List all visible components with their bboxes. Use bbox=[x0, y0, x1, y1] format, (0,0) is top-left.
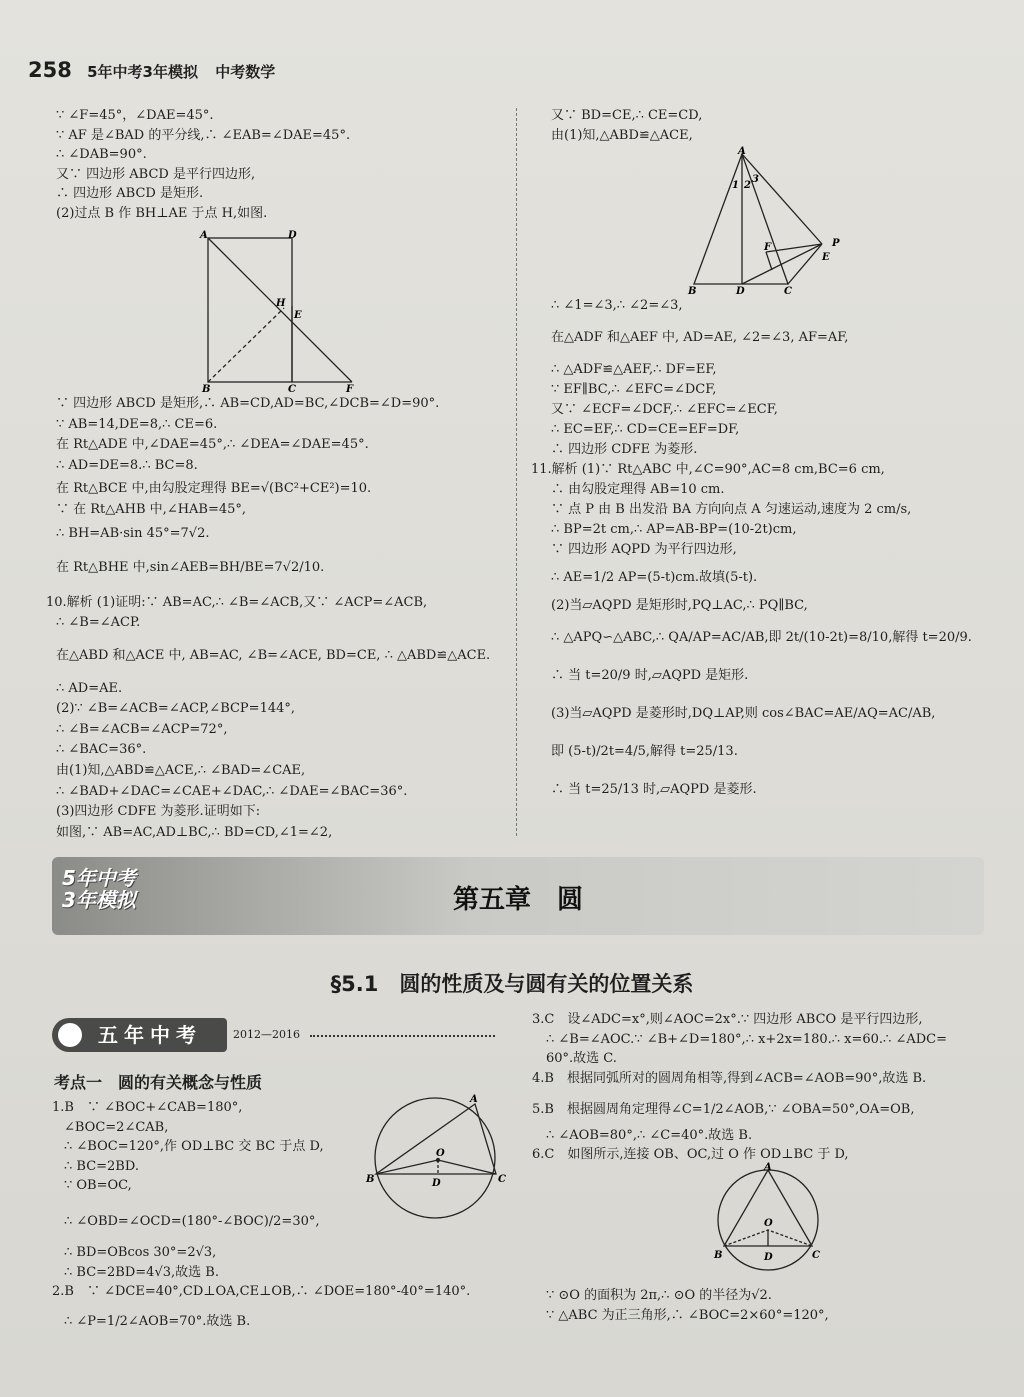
text-line: ∴ 当 t=20/9 时,▱AQPD 是矩形. bbox=[551, 668, 749, 683]
text-line: ∴ 四边形 ABCD 是矩形. bbox=[56, 186, 204, 201]
fig3-label: O bbox=[436, 1148, 445, 1159]
text-line: 60°.故选 C. bbox=[546, 1051, 617, 1066]
text-line: ∵ 四边形 ABCD 是矩形,∴ AB=CD,AD=BC,∠DCB=∠D=90°. bbox=[56, 396, 440, 411]
text-line: ∴ 由勾股定理得 AB=10 cm. bbox=[551, 482, 725, 497]
text-line: (2)当▱AQPD 是矩形时,PQ⊥AC,∴ PQ∥BC, bbox=[551, 598, 808, 613]
text-line: ∵ ⊙O 的面积为 2π,∴ ⊙O 的半径为√2. bbox=[546, 1288, 772, 1303]
text-line: ∴ BC=2BD. bbox=[64, 1158, 139, 1174]
fig4-label: O bbox=[764, 1218, 773, 1229]
fig1-label: B bbox=[202, 384, 211, 395]
text-line: (3)四边形 CDFE 为菱形.证明如下: bbox=[56, 804, 261, 820]
text-line: ∠BOC=2∠CAB, bbox=[64, 1119, 169, 1135]
text-line: (3)当▱AQPD 是菱形时,DQ⊥AP,则 cos∠BAC=AE/AQ=AC/AB, bbox=[551, 706, 936, 721]
fig2-label: 3 bbox=[752, 174, 759, 185]
fig3-label: B bbox=[366, 1174, 375, 1185]
bottom-right-text bbox=[532, 1010, 947, 1165]
text-line: ∴ △APQ∽△ABC,∴ QA/AP=AC/AB,即 2t/(10-2t)=8/10,解得 t=20/9. bbox=[551, 630, 972, 645]
text-line: ∴ ∠BOC=120°,作 OD⊥BC 交 BC 于点 D, bbox=[64, 1139, 324, 1154]
text-line: ∴ ∠AOB=80°,∴ ∠C=40°.故选 B. bbox=[546, 1127, 753, 1143]
fig1-label: C bbox=[288, 384, 296, 395]
fig3-label: A bbox=[470, 1094, 478, 1105]
text-line: ∵ 在 Rt△AHB 中,∠HAB=45°, bbox=[56, 501, 247, 517]
left-text-bottom bbox=[46, 394, 491, 843]
chapter-title: 第五章 圆 bbox=[452, 885, 583, 915]
fig2-label: P bbox=[832, 238, 840, 249]
right-text-top bbox=[551, 106, 702, 145]
fig3-label: D bbox=[432, 1178, 441, 1189]
triangle-figure bbox=[680, 144, 850, 300]
circle-figure-2 bbox=[706, 1160, 836, 1280]
text-line: ∴ AD=AE. bbox=[56, 680, 123, 696]
text-line: 又∵ 四边形 ABCD 是平行四边形, bbox=[56, 166, 256, 182]
text-line: 由(1)知,△ABD≌△ACE,∴ ∠BAD=∠CAE, bbox=[56, 762, 306, 778]
text-line: 在△ADF 和△AEF 中, AD=AE, ∠2=∠3, AF=AF, bbox=[551, 330, 849, 345]
text-line: ∴ ∠B=∠ACB=∠ACP=72°, bbox=[56, 721, 228, 737]
fig4-label: B bbox=[714, 1250, 723, 1261]
text-line: ∴ ∠P=1/2∠AOB=70°.故选 B. bbox=[64, 1313, 251, 1329]
text-line: 即 (5-t)/2t=4/5,解得 t=25/13. bbox=[551, 744, 738, 759]
page-header bbox=[28, 58, 287, 82]
fig2-label: E bbox=[822, 252, 830, 263]
right-text-bottom bbox=[531, 296, 972, 800]
text-line: ∴ ∠B=∠ACP. bbox=[56, 615, 141, 631]
text-line: 如图,∵ AB=AC,AD⊥BC,∴ BD=CD,∠1=∠2, bbox=[56, 824, 333, 840]
series-title: 5年中考3年模拟 bbox=[87, 63, 198, 81]
text-line: ∴ EC=EF,∴ CD=CE=EF=DF, bbox=[551, 422, 740, 437]
subject-title: 中考数学 bbox=[215, 63, 276, 81]
text-line: 2.B ∵ ∠DCE=40°,CD⊥OA,CE⊥OB,∴ ∠DOE=180°-40°=140°. bbox=[52, 1284, 471, 1299]
text-line: ∴ ∠B=∠AOC.∵ ∠B+∠D=180°,∴ x+2x=180.∴ x=60.∴ ∠ADC= bbox=[546, 1031, 948, 1047]
fig1-label: E bbox=[294, 310, 302, 321]
fig2-label: 2 bbox=[744, 180, 751, 191]
text-line: 1.B ∵ ∠BOC+∠CAB=180°, bbox=[52, 1100, 243, 1115]
fig2-label: D bbox=[736, 286, 745, 297]
text-line: ∴ BP=2t cm,∴ AP=AB-BP=(10-2t)cm, bbox=[551, 522, 797, 537]
text-line: 又∵ BD=CE,∴ CE=CD, bbox=[551, 108, 703, 123]
fig3-label: C bbox=[498, 1174, 506, 1185]
text-line: ∴ ∠DAB=90°. bbox=[56, 147, 147, 162]
text-line: ∴ ∠OBD=∠OCD=(180°-∠BOC)/2=30°, bbox=[64, 1213, 320, 1229]
text-line: ∴ ∠BAC=36°. bbox=[56, 742, 147, 758]
text-line: ∵ OB=OC, bbox=[64, 1178, 132, 1193]
problem-10-head: 10.解析 (1)证明:∵ AB=AC,∴ ∠B=∠ACB,又∵ ∠ACP=∠ACB, bbox=[46, 594, 428, 610]
fig2-label: B bbox=[688, 286, 697, 297]
circle-figure-1 bbox=[360, 1090, 510, 1220]
text-line: ∴ 四边形 CDFE 为菱形. bbox=[551, 442, 698, 457]
text-line: (2)∵ ∠B=∠ACB=∠ACP,∠BCP=144°, bbox=[56, 701, 296, 717]
document-icon bbox=[58, 1023, 82, 1047]
text-line: 在 Rt△BHE 中,sin∠AEB=BH/BE=7√2/10. bbox=[56, 560, 325, 576]
logo-line: 3年模拟 bbox=[62, 888, 136, 912]
fig4-label: D bbox=[764, 1252, 773, 1263]
rectangle-figure bbox=[196, 226, 366, 396]
text-line: ∴ 当 t=25/13 时,▱AQPD 是菱形. bbox=[551, 782, 757, 797]
problem-11-head: 11.解析 (1)∵ Rt△ABC 中,∠C=90°,AC=8 cm,BC=6 cm, bbox=[531, 462, 885, 477]
fig1-label: A bbox=[200, 230, 208, 241]
text-line: ∴ △ADF≌△AEF,∴ DF=EF, bbox=[551, 362, 717, 377]
text-line: ∴ BC=2BD=4√3,故选 B. bbox=[64, 1264, 219, 1280]
dotted-rule bbox=[310, 1035, 495, 1037]
text-line: ∵ EF∥BC,∴ ∠EFC=∠DCF, bbox=[551, 382, 717, 397]
text-line: ∴ AE=1/2 AP=(5-t)cm.故填(5-t). bbox=[551, 570, 758, 585]
text-line: 6.C 如图所示,连接 OB、OC,过 O 作 OD⊥BC 于 D, bbox=[532, 1147, 849, 1162]
text-line: ∴ BD=OBcos 30°=2√3, bbox=[64, 1245, 217, 1260]
badge-label: 五年中考 bbox=[98, 1023, 202, 1047]
text-line: (2)过点 B 作 BH⊥AE 于点 H,如图. bbox=[56, 205, 268, 221]
bottom-right-text-2 bbox=[546, 1286, 829, 1326]
fig2-label: F bbox=[764, 242, 772, 253]
fig1-label: F bbox=[346, 384, 354, 395]
text-line: ∴ AD=DE=8.∴ BC=8. bbox=[56, 457, 198, 473]
text-line: 3.C 设∠ADC=x°,则∠AOC=2x°.∵ 四边形 ABCO 是平行四边形, bbox=[532, 1012, 923, 1027]
fig2-label: 1 bbox=[732, 180, 739, 191]
left-text-top bbox=[56, 106, 350, 223]
text-line: ∴ ∠BAD+∠DAC=∠CAE+∠DAC,∴ ∠DAE=∠BAC=36°. bbox=[56, 783, 408, 799]
fig4-label: A bbox=[764, 1162, 772, 1173]
text-line: ∴ BH=AB·sin 45°=7√2. bbox=[56, 525, 210, 541]
text-line: 5.B 根据圆周角定理得∠C=1/2∠AOB,∵ ∠OBA=50°,OA=OB, bbox=[532, 1102, 915, 1117]
chapter-banner bbox=[52, 857, 984, 935]
column-divider bbox=[516, 108, 517, 836]
text-line: 4.B 根据同弧所对的圆周角相等,得到∠ACB=∠AOB=90°,故选 B. bbox=[532, 1070, 927, 1086]
fig1-label: H bbox=[276, 298, 286, 309]
text-line: ∴ ∠1=∠3,∴ ∠2=∠3, bbox=[551, 298, 683, 313]
section-title: §5.1 圆的性质及与圆有关的位置关系 bbox=[330, 972, 694, 996]
text-line: 由(1)知,△ABD≌△ACE, bbox=[551, 127, 693, 143]
year-range: 2012—2016 bbox=[233, 1028, 300, 1041]
text-line: ∵ AB=14,DE=8,∴ CE=6. bbox=[56, 416, 218, 432]
text-line: ∵ 点 P 由 B 出发沿 BA 方向向点 A 匀速运动,速度为 2 cm/s, bbox=[551, 502, 912, 517]
five-year-badge bbox=[52, 1018, 227, 1052]
fig1-label: D bbox=[288, 230, 297, 241]
text-line: 在△ABD 和△ACE 中, AB=AC, ∠B=∠ACE, BD=CE, ∴ △ABD≌△ACE. bbox=[56, 647, 491, 663]
text-line: ∵ △ABC 为正三角形,∴ ∠BOC=2×60°=120°, bbox=[546, 1308, 829, 1323]
kaodian-heading: 考点一 圆的有关概念与性质 bbox=[54, 1073, 263, 1092]
fig4-label: C bbox=[812, 1250, 820, 1261]
logo-line: 5年中考 bbox=[62, 866, 136, 890]
text-line: ∵ 四边形 AQPD 为平行四边形, bbox=[551, 542, 737, 557]
text-line: ∵ ∠F=45°，∠DAE=45°. bbox=[56, 108, 214, 123]
text-line: 在 Rt△BCE 中,由勾股定理得 BE=√(BC²+CE²)=10. bbox=[56, 481, 372, 497]
fig2-label: C bbox=[784, 286, 792, 297]
text-line: ∵ AF 是∠BAD 的平分线,∴ ∠EAB=∠DAE=45°. bbox=[56, 127, 351, 143]
text-line: 又∵ ∠ECF=∠DCF,∴ ∠EFC=∠ECF, bbox=[551, 402, 778, 417]
fig2-label: A bbox=[738, 146, 746, 157]
text-line: 在 Rt△ADE 中,∠DAE=45°,∴ ∠DEA=∠DAE=45°. bbox=[56, 437, 369, 453]
page-number: 258 bbox=[28, 58, 72, 82]
